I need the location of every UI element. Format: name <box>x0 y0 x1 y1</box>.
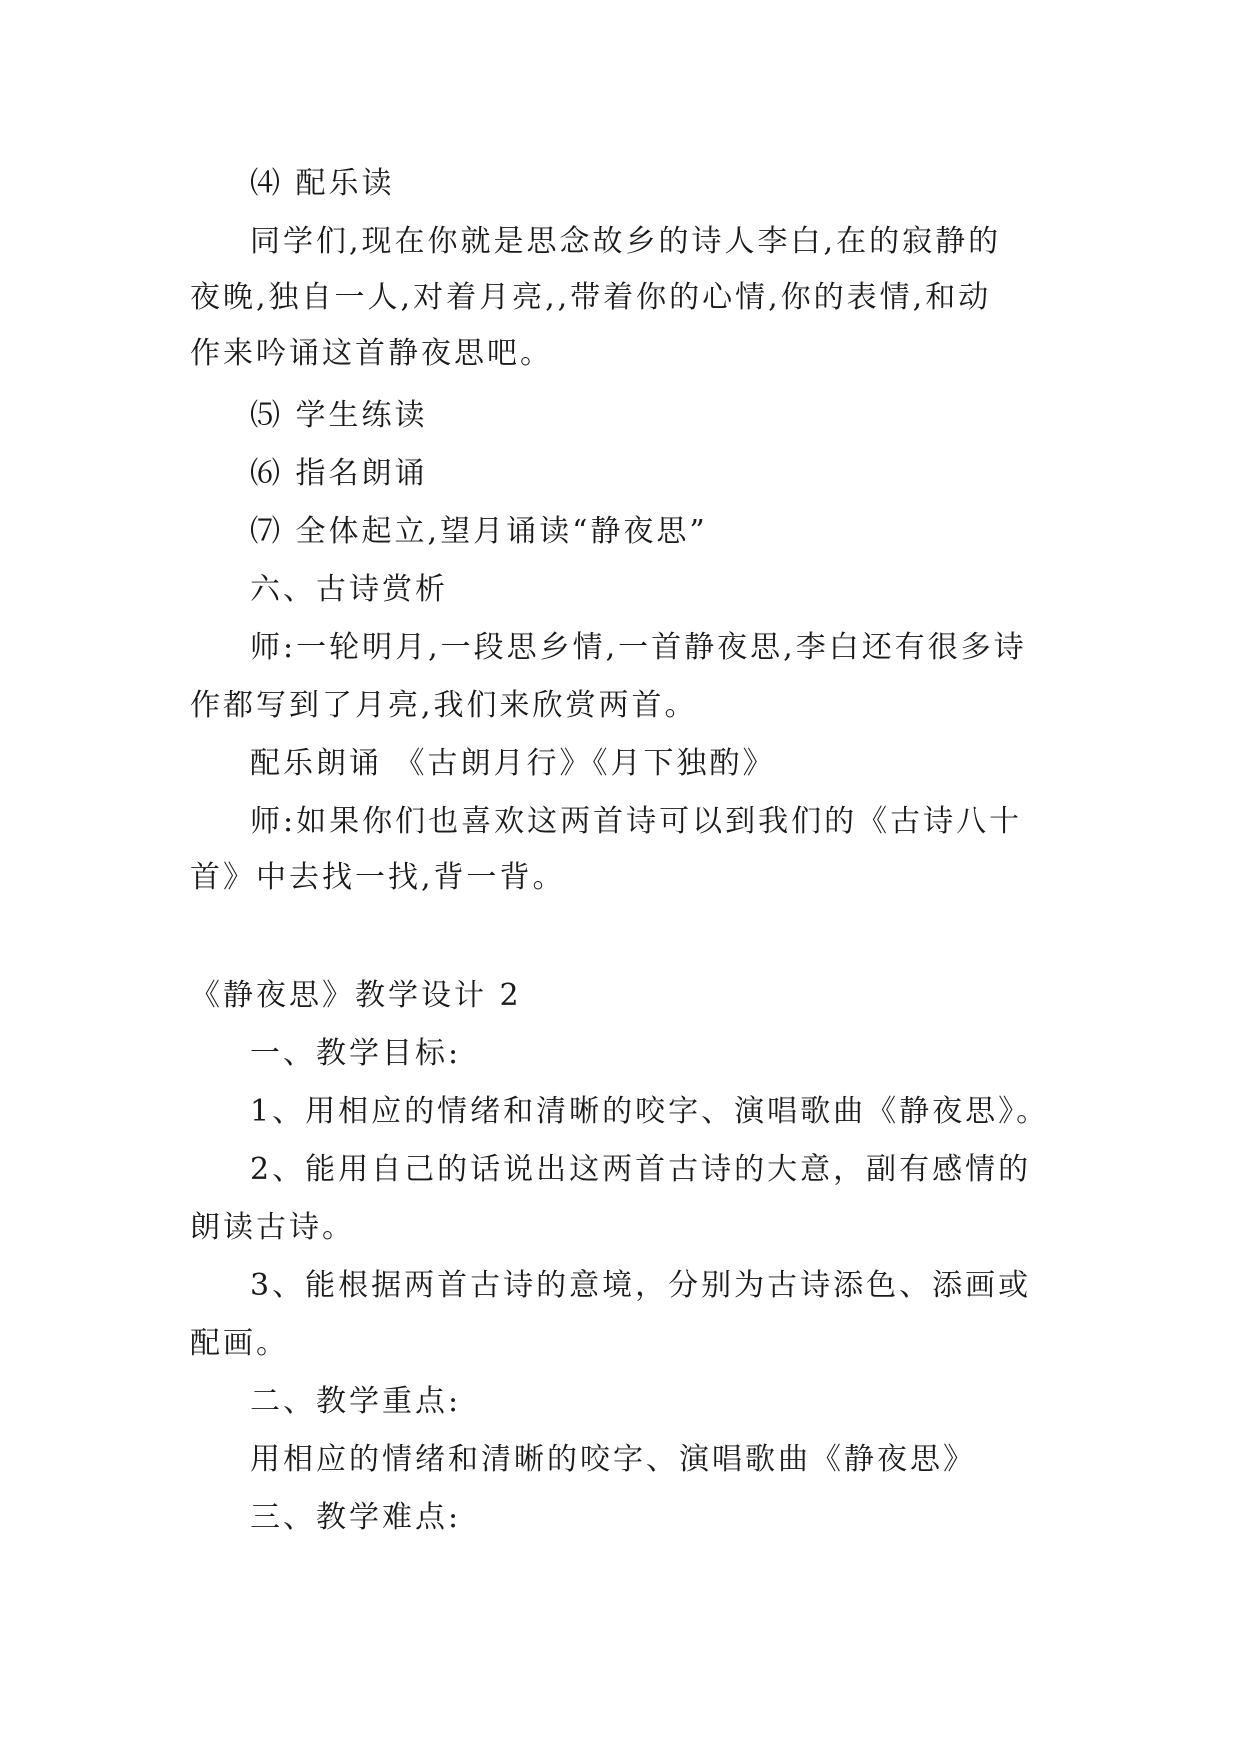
step-5-heading: ⑸ 学生练读 <box>250 398 428 433</box>
step-6-heading: ⑹ 指名朗诵 <box>250 456 428 491</box>
step-7-heading: ⑺ 全体起立,望月诵读“静夜思” <box>250 514 708 549</box>
list-item: 2、能用自己的话说出这两首古诗的大意，副有感情的 <box>250 1152 1032 1187</box>
section-heading: 三、教学难点: <box>250 1500 462 1535</box>
paragraph-line: 同学们,现在你就是思念故乡的诗人李白,在的寂静的 <box>250 224 1002 259</box>
paragraph-line: 配画。 <box>190 1326 289 1361</box>
paragraph-line: 朗读古诗。 <box>190 1210 355 1245</box>
step-4-heading: ⑷ 配乐读 <box>250 166 395 201</box>
paragraph-line: 作都写到了月亮,我们来欣赏两首。 <box>190 688 698 723</box>
paragraph-line: 用相应的情绪和清晰的咬字、演唱歌曲《静夜思》 <box>250 1442 976 1477</box>
section-heading: 二、教学重点: <box>250 1384 462 1419</box>
paragraph-line: 师:一轮明月,一段思乡情,一首静夜思,李白还有很多诗 <box>250 630 1027 665</box>
section-heading: 六、古诗赏析 <box>250 572 448 607</box>
paragraph-line: 作来吟诵这首静夜思吧。 <box>190 336 553 371</box>
list-item: 1、用相应的情绪和清晰的咬字、演唱歌曲《静夜思》。 <box>250 1094 1050 1129</box>
paragraph-line: 首》中去找一找,背一背。 <box>190 860 566 895</box>
document-title: 《静夜思》教学设计 2 <box>190 978 522 1013</box>
paragraph-line: 师:如果你们也喜欢这两首诗可以到我们的《古诗八十 <box>250 804 1023 839</box>
section-heading: 一、教学目标: <box>250 1036 462 1071</box>
paragraph-line: 夜晚,独自一人,对着月亮,,带着你的心情,你的表情,和动 <box>190 280 992 315</box>
list-item: 3、能根据两首古诗的意境，分别为古诗添色、添画或 <box>250 1268 1032 1303</box>
paragraph-line: 配乐朗诵 《古朗月行》《月下独酌》 <box>250 746 776 781</box>
